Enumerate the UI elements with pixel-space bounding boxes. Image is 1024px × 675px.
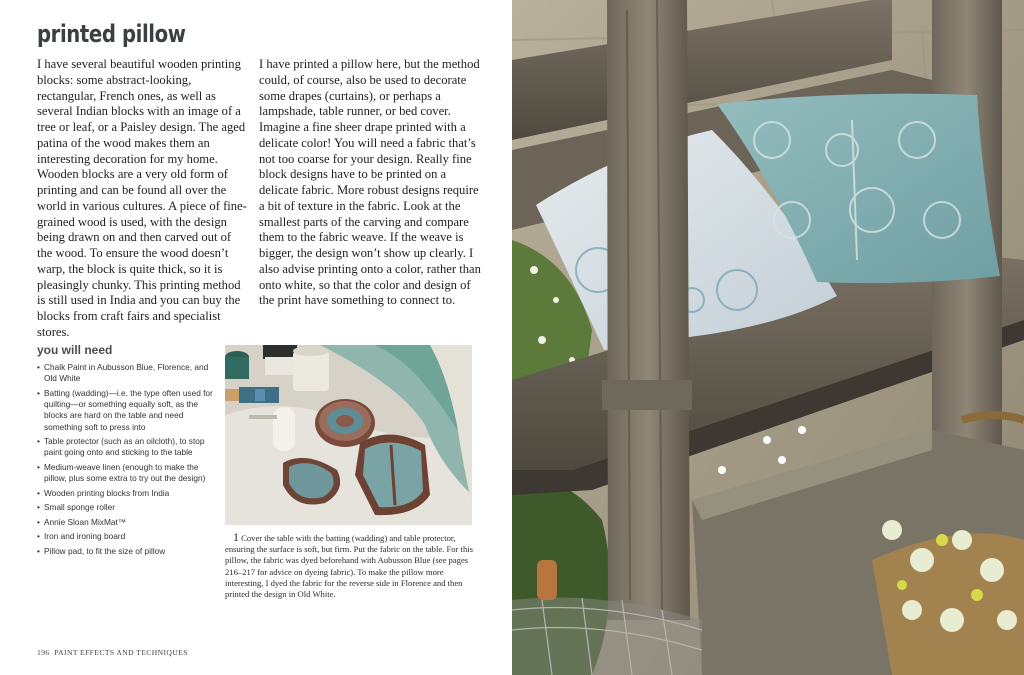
step-1-caption [225,532,473,600]
materials-heading: you will need [37,343,113,357]
materials-item: • Medium-weave linen (enough to make the pillow, plus some extra to try out the design) [37,462,217,485]
body-column-2 [259,57,481,309]
materials-list [37,362,217,560]
materials-item: • Small sponge roller [37,502,217,513]
materials-item: • Wooden printing blocks from India [37,488,217,499]
materials-item: • Chalk Paint in Aubusson Blue, Florence, and Old White [37,362,217,385]
materials-item: • Iron and ironing board [37,531,217,542]
body-column-1 [37,57,249,341]
materials-item: • Annie Sloan MixMat™ [37,517,217,528]
step-caption-text: Cover the table with the batting (wadding) and table protector, ensuring the surface is soft, but firm. Put the fabric on the table. For this pillow, the fabric was dyed beforehand with Aubusson Blue (see pages 216–217 for advice on dyeing fabric). To make the pillow more interesting, I dyed the fabric for the reverse side in Florence and then printed the design in Old White. [225,533,473,600]
article-title: printed pillow [37,20,186,48]
page-number: 196 [37,648,50,657]
body-paragraph-1: I have several beautiful wooden printing blocks: some abstract-looking, rectangular, French ones, as well as several Indian blocks with an image of a tree or leaf, or a Paisley design. The aged patina of the wood makes them an interesting decoration for my home. Wooden blocks are a very old form of printing and can be found all over the world in various cultures. A piece of fine-grained wood is used, with the design being drawn on and then carved out of the wood. To ensure the wood doesn’t warp, the block is quite thick, so it is pleasingly chunky. This printing method is still used in India and you can buy the blocks from craft fairs and specialist stores. [37,57,247,339]
step-1-photo [225,345,472,525]
page-footer [37,648,188,657]
materials-item: • Batting (wadding)—i.e. the type often used for quilting—or something equally soft, as the blocks are hard on the table and need something soft to press into [37,388,217,433]
materials-item: • Pillow pad, to fit the size of pillow [37,546,217,557]
step-number: 1 [233,530,239,544]
footer-section: PAINT EFFECTS AND TECHNIQUES [54,648,188,657]
bench-pillows-illustration [512,0,1024,675]
body-paragraph-2: I have printed a pillow here, but the method could, of course, also be used to decorate some drapes (curtains), or perhaps a lampshade, table runner, or bed cover. Imagine a fine sheer drape printed with a delicate color! You will need a fabric that’s not too coarse for your design. Really fine block designs have to be printed on a delicate fabric. More robust designs require a bit of texture in the fabric. Look at the smallest parts of the carving and compare them to the fabric weave. If the weave is bigger, the design won’t show up clearly. I also advise printing onto a color, rather than onto white, so that the color and design of the print have something to connect to. [259,57,481,308]
supplies-illustration [225,345,472,525]
pillow-bench-photo [512,0,1024,675]
materials-item: • Table protector (such as an oilcloth), to stop paint going onto and sticking to the table [37,436,217,459]
